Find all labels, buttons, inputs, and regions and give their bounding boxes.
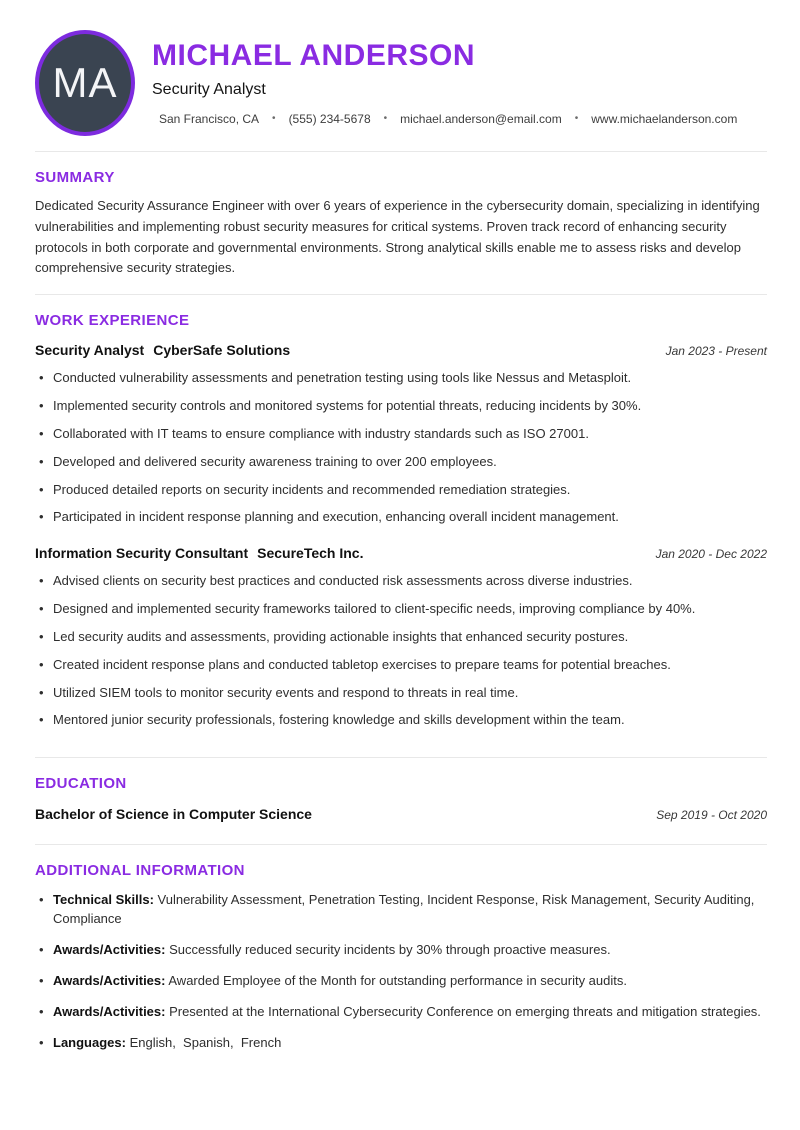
job-header xyxy=(35,342,767,360)
avatar-initials: MA xyxy=(52,59,118,106)
list-item: • Conducted vulnerability assessments and penetration testing using tools like Nessus and Metasploit. xyxy=(35,369,767,388)
section-additional-information xyxy=(35,862,767,1052)
list-item: • Implemented security controls and monitored systems for potential threats, reducing incidents by 30%. xyxy=(35,397,767,416)
item-text: Vulnerability Assessment, Penetration Testing, Incident Response, Risk Management, Security Auditing, Compliance xyxy=(53,892,759,927)
section-education xyxy=(35,775,767,822)
dot-separator-icon: • xyxy=(272,113,276,124)
section-divider xyxy=(35,844,767,845)
job-title: Information Security Consultant xyxy=(35,545,249,562)
summary-heading: SUMMARY xyxy=(35,169,115,186)
avatar xyxy=(35,30,135,136)
job-bullet-list xyxy=(35,572,767,730)
item-text: Presented at the International Cybersecurity Conference on emerging threats and mitigation strategies. xyxy=(165,1003,761,1019)
summary-text: Dedicated Security Assurance Engineer with over 6 years of experience in the cybersecurity domain, specializing in identifying vulnerabilities and implementing robust security measures for critical systems. Proven track record of enhancing security protocols in both corporate and governmental environments. Strong analytical skills enable me to assess risks and develop comprehensive security strategies. xyxy=(35,198,760,276)
candidate-title: Security Analyst xyxy=(152,80,266,98)
list-item xyxy=(35,972,767,991)
education-degree: Bachelor of Science in Computer Science xyxy=(35,806,312,823)
job-title-company xyxy=(35,342,290,360)
additional-information-heading: ADDITIONAL INFORMATION xyxy=(35,862,245,880)
work-experience-heading: WORK EXPERIENCE xyxy=(35,312,190,330)
header-text xyxy=(152,29,737,126)
candidate-name: MICHAEL ANDERSON xyxy=(152,39,476,72)
contact-phone: (555) 234-5678 xyxy=(288,111,371,126)
list-item: • Mentored junior security professionals, fostering knowledge and skills development within the team. xyxy=(35,711,767,730)
job-title-company xyxy=(35,545,363,563)
item-label: Awards/Activities: xyxy=(53,972,166,988)
job-bullet-list xyxy=(35,369,767,527)
list-item: • Utilized SIEM tools to monitor security events and respond to threats in real time. xyxy=(35,684,767,703)
list-item xyxy=(35,941,767,960)
list-item xyxy=(35,1003,767,1022)
contact-row xyxy=(159,112,737,126)
job-dates: Jan 2020 - Dec 2022 xyxy=(655,547,767,562)
list-item: • Collaborated with IT teams to ensure compliance with industry standards such as ISO 27001. xyxy=(35,425,767,444)
job-company: CyberSafe Solutions xyxy=(153,342,291,359)
list-item: • Led security audits and assessments, providing actionable insights that enhanced security postures. xyxy=(35,628,767,647)
item-text: English, Spanish, French xyxy=(125,1034,282,1050)
job-dates: Jan 2023 - Present xyxy=(665,344,767,359)
section-work-experience xyxy=(35,312,767,730)
contact-location: San Francisco, CA xyxy=(159,111,260,126)
job-entry xyxy=(35,342,767,527)
education-heading: EDUCATION xyxy=(35,775,127,793)
job-entry xyxy=(35,545,767,730)
item-text: Successfully reduced security incidents by 30% through proactive measures. xyxy=(165,942,611,957)
item-label: Languages: xyxy=(53,1034,126,1050)
section-divider xyxy=(35,294,767,295)
contact-email: michael.anderson@email.com xyxy=(400,111,562,126)
header-divider xyxy=(35,151,767,152)
contact-website: www.michaelanderson.com xyxy=(591,111,738,126)
education-entry xyxy=(35,806,767,822)
item-text: Awarded Employee of the Month for outstanding performance in security audits. xyxy=(165,972,627,988)
job-title: Security Analyst xyxy=(35,342,145,359)
list-item: • Produced detailed reports on security incidents and recommended remediation strategies. xyxy=(35,481,767,500)
list-item xyxy=(35,891,767,929)
list-item xyxy=(35,1034,767,1053)
dot-separator-icon: • xyxy=(383,113,388,124)
list-item: • Advised clients on security best practices and conducted risk assessments across diverse industries. xyxy=(35,572,767,591)
dot-separator-icon: • xyxy=(574,113,579,124)
item-label: Technical Skills: xyxy=(53,892,154,908)
list-item: • Participated in incident response planning and execution, enhancing overall incident management. xyxy=(35,508,767,527)
section-divider xyxy=(35,757,767,758)
section-summary xyxy=(35,169,767,279)
list-item: • Created incident response plans and conducted tabletop exercises to prepare teams for potential breaches. xyxy=(35,656,767,675)
additional-info-list xyxy=(35,891,767,1052)
list-item: • Developed and delivered security awareness training to over 200 employees. xyxy=(35,453,767,472)
education-dates: Sep 2019 - Oct 2020 xyxy=(656,808,767,823)
item-label: Awards/Activities: xyxy=(53,942,166,957)
job-header xyxy=(35,545,767,563)
item-label: Awards/Activities: xyxy=(53,1003,166,1019)
job-company: SecureTech Inc. xyxy=(257,545,364,562)
resume-header xyxy=(35,29,767,136)
list-item: • Designed and implemented security frameworks tailored to client-specific needs, improving compliance by 40%. xyxy=(35,600,767,619)
